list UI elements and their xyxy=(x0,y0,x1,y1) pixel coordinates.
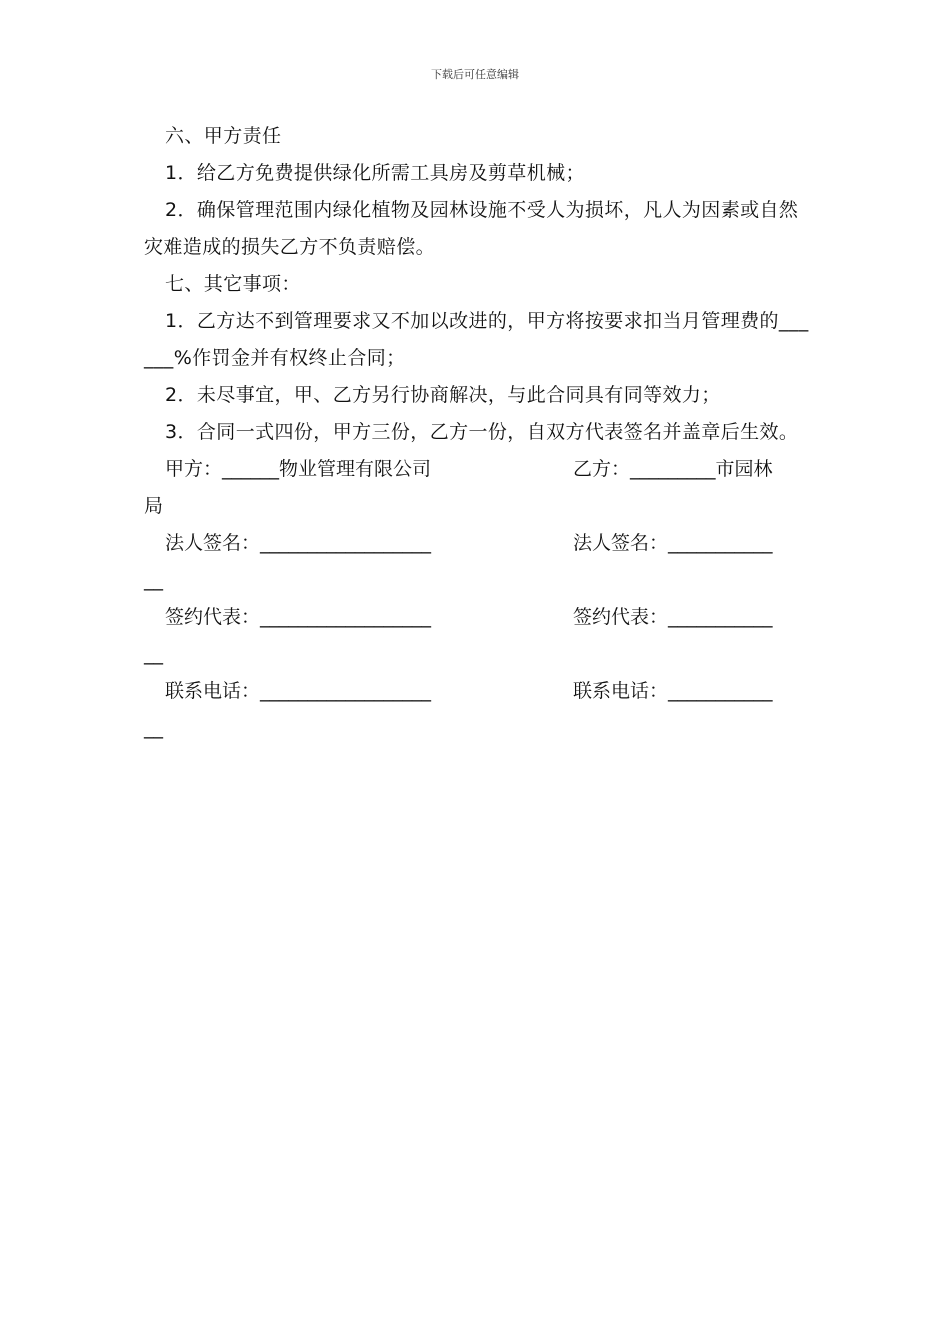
party-a-label: 甲方：______物业管理有限公司 xyxy=(165,458,432,480)
signature-row-legal xyxy=(144,525,809,562)
section-six-title: 六、甲方责任 xyxy=(165,125,282,147)
document-body xyxy=(144,118,809,747)
party-b-label-wrap: 局 xyxy=(144,495,164,517)
section-seven-title: 七、其它事项： xyxy=(165,273,301,295)
party-b-label: 乙方：_________市园林 xyxy=(573,458,773,480)
legal-signature-a: 法人签名：__________________ xyxy=(165,532,432,554)
phone-b: 联系电话：___________ xyxy=(573,680,773,702)
representative-b: 签约代表：___________ xyxy=(573,606,773,628)
signature-row-phone xyxy=(144,673,809,710)
legal-signature-b-wrap: __ xyxy=(144,569,163,591)
representative-a: 签约代表：__________________ xyxy=(165,606,432,628)
page-header: 下载后可任意编辑 xyxy=(431,68,519,81)
representative-b-wrap: __ xyxy=(144,643,163,665)
section-six-item-1: 1．给乙方免费提供绿化所需工具房及剪草机械； xyxy=(165,162,585,184)
signature-row-party xyxy=(144,451,809,488)
section-seven-item-2: 2．未尽事宜，甲、乙方另行协商解决，与此合同具有同等效力； xyxy=(165,384,721,406)
signature-block xyxy=(144,451,809,747)
phone-a: 联系电话：__________________ xyxy=(165,680,432,702)
legal-signature-b: 法人签名：___________ xyxy=(573,532,773,554)
section-seven-item-3: 3．合同一式四份，甲方三份，乙方一份，自双方代表签名并盖章后生效。 xyxy=(165,421,799,443)
section-six-item-2: 2．确保管理范围内绿化植物及园林设施不受人为损坏，凡人为因素或自然灾难造成的损失乙方不负责赔偿。 xyxy=(144,199,799,258)
phone-b-wrap: __ xyxy=(144,717,163,739)
signature-row-representative xyxy=(144,599,809,636)
section-seven-item-1: 1．乙方达不到管理要求又不加以改进的，甲方将按要求扣当月管理费的______%作罚金并有权终止合同； xyxy=(144,310,809,369)
